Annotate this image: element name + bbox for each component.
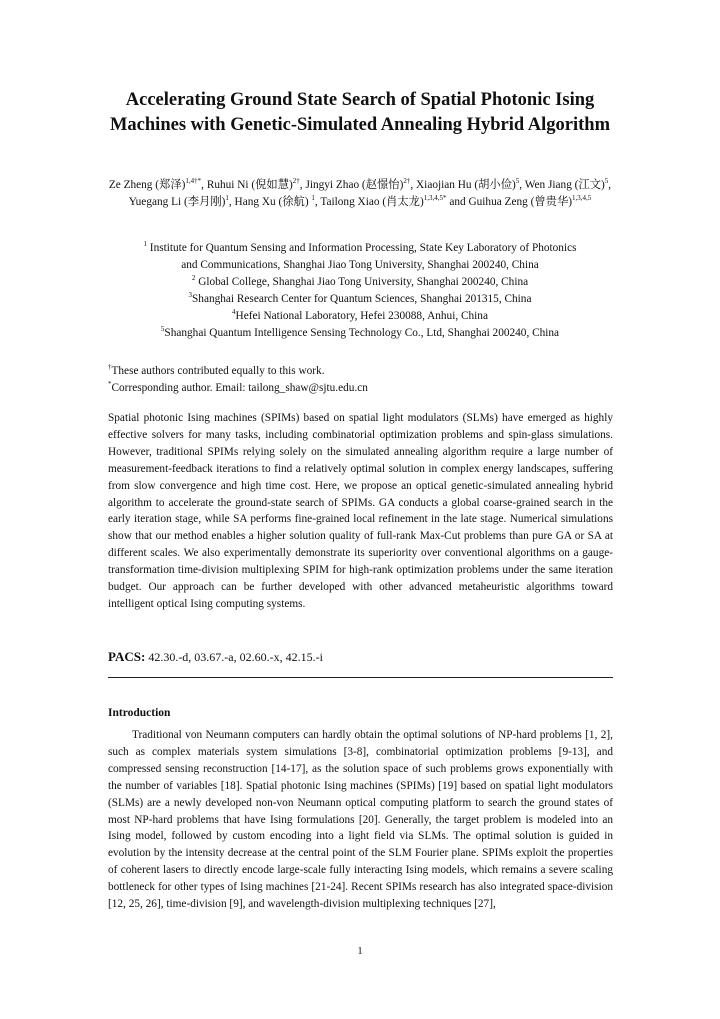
author-separator: ,	[314, 196, 321, 208]
author-name: Jingyi Zhao (赵憬怡)	[305, 179, 404, 191]
affiliation-number: 3	[188, 291, 193, 300]
paper-title: Accelerating Ground State Search of Spatial Photonic Ising Machines with Genetic-Simulated Annealing Hybrid Algorithm	[109, 90, 611, 135]
affiliation-line	[104, 274, 616, 291]
section-divider	[108, 677, 613, 678]
author-separator: ,	[228, 196, 235, 208]
author-separator: ,	[299, 179, 306, 191]
author-separator: ,	[201, 179, 207, 191]
author-separator: ,	[410, 179, 417, 191]
author-name: Wen Jiang (江文)	[524, 179, 605, 191]
introduction-paragraph: Traditional von Neumann computers can hardly obtain the optimal solutions of NP-hard problems [1, 2], such as complex materials system simulations [3-8], combinatorial optimization problems [9-13], and compressed sensing reconstruction [14-17], as the solution space of such problems grows exponentially with the number of variables [18]. Spatial photonic Ising machines (SPIMs) [19] based on spatial light modulators (SLMs) are a newly developed non-von Neumann optical computing platform to search the ground states of most NP-hard problems that have Ising formulations [20]. Generally, the target problem is modeled into an Ising model, followed by custom encoding into a light field via SLMs. The optimal solution is guided in evolution by the intensity decrease at the central point of the SLM Fourier plane. SPIMs exploit the properties of coherent lasers to directly encode large-scale fully interacting Ising models, which remains a severe scaling bottleneck for other types of Ising machines [21-24]. Recent SPIMs research has also integrated space-division [12, 25, 26], time-division [9], and wavelength-division multiplexing techniques [27],	[108, 729, 613, 911]
author-name: Hang Xu (徐航)	[234, 196, 312, 208]
affiliation-number: 1	[143, 240, 147, 249]
affiliation-text: Shanghai Research Center for Quantum Sciences, Shanghai 201315, China	[192, 293, 532, 305]
author-name: Xiaojian Hu (胡小俭)	[416, 179, 516, 191]
author-affiliation-mark: 2†	[292, 177, 300, 186]
affiliation-list	[104, 240, 616, 342]
author-separator: and	[446, 196, 469, 208]
author-name: Tailong Xiao (肖太龙)	[320, 196, 424, 208]
affiliation-line	[104, 325, 616, 342]
author-affiliation-mark: 5	[604, 177, 609, 186]
affiliation-line	[104, 308, 616, 325]
author-separator: ,	[519, 179, 525, 191]
author-affiliation-mark: 1	[225, 194, 229, 203]
author-affiliation-mark: 2†	[403, 177, 411, 186]
affiliation-number: 2	[191, 274, 196, 283]
author-affiliation-mark: 1,3,4,5	[572, 194, 592, 203]
author-notes	[108, 363, 613, 397]
author-list	[104, 177, 616, 211]
author-separator: ,	[608, 179, 612, 191]
affiliation-text: Global College, Shanghai Jiao Tong University, Shanghai 200240, China	[195, 276, 529, 288]
affiliation-line	[104, 291, 616, 308]
equal-contribution-note: †These authors contributed equally to this work.	[108, 363, 325, 377]
affiliation-text: Hefei National Laboratory, Hefei 230088, Anhui, China	[235, 310, 488, 322]
affiliation-text: Shanghai Quantum Intelligence Sensing Technology Co., Ltd, Shanghai 200240, China	[164, 327, 560, 339]
affiliation-text: Institute for Quantum Sensing and Information Processing, State Key Laboratory of Photonics	[146, 242, 577, 254]
affiliation-line	[104, 257, 616, 274]
affiliation-number: 4	[232, 308, 236, 317]
pacs-line	[108, 648, 613, 666]
affiliation-number: 5	[160, 325, 165, 334]
introduction-body	[108, 727, 613, 913]
affiliation-line	[104, 240, 616, 257]
author-name: Ruhui Ni (倪如慧)	[206, 179, 293, 191]
author-affiliation-mark: 5	[515, 177, 520, 186]
pacs-codes: 42.30.-d, 03.67.-a, 02.60.-x, 42.15.-i	[145, 650, 323, 664]
abstract: Spatial photonic Ising machines (SPIMs) based on spatial light modulators (SLMs) have emerged as highly effective solvers for many tasks, including combinatorial optimization problems and spin-glass simulations. However, traditional SPIMs relying solely on the simulated annealing algorithm require a large number of measurement-feedback iterations to find a relatively optimal solution in complex energy landscapes, suffering from slow convergence and high time cost. Here, we propose an optical genetic-simulated annealing hybrid algorithm to accelerate the ground-state search of SPIMs. GA conducts a global coarse-grained search in the early iteration stage, while SA performs fine-grained local refinement in the late stage. Numerical simulations show that our method enables a higher solution quality of full-rank Max-Cut problems than pure GA or SA at different scales. We also experimentally demonstrate its superiority over conventional algorithms on a gauge-transformation time-division multiplexing SPIM for high-rank optimization problems under the same iteration budget. Our approach can be further developed with other advanced metaheuristic algorithms toward intelligent optical Ising computing systems.	[108, 412, 613, 610]
affiliation-text: and Communications, Shanghai Jiao Tong University, Shanghai 200240, China	[181, 259, 539, 271]
page-number: 1	[357, 946, 363, 957]
pacs-label: PACS:	[108, 649, 146, 664]
author-name: Guihua Zeng (曾贵华)	[468, 196, 572, 208]
corresponding-author-note: *Corresponding author. Email: tailong_shaw@sjtu.edu.cn	[108, 380, 368, 394]
author-affiliation-mark: 1	[311, 194, 315, 203]
introduction-heading: Introduction	[108, 707, 171, 719]
author-name: Yuegang Li (李月刚)	[128, 196, 226, 208]
author-affiliation-mark: 1,4†*	[185, 177, 202, 186]
author-name: Ze Zheng (郑泽)	[108, 179, 186, 191]
author-affiliation-mark: 1,3,4,5*	[423, 194, 447, 203]
